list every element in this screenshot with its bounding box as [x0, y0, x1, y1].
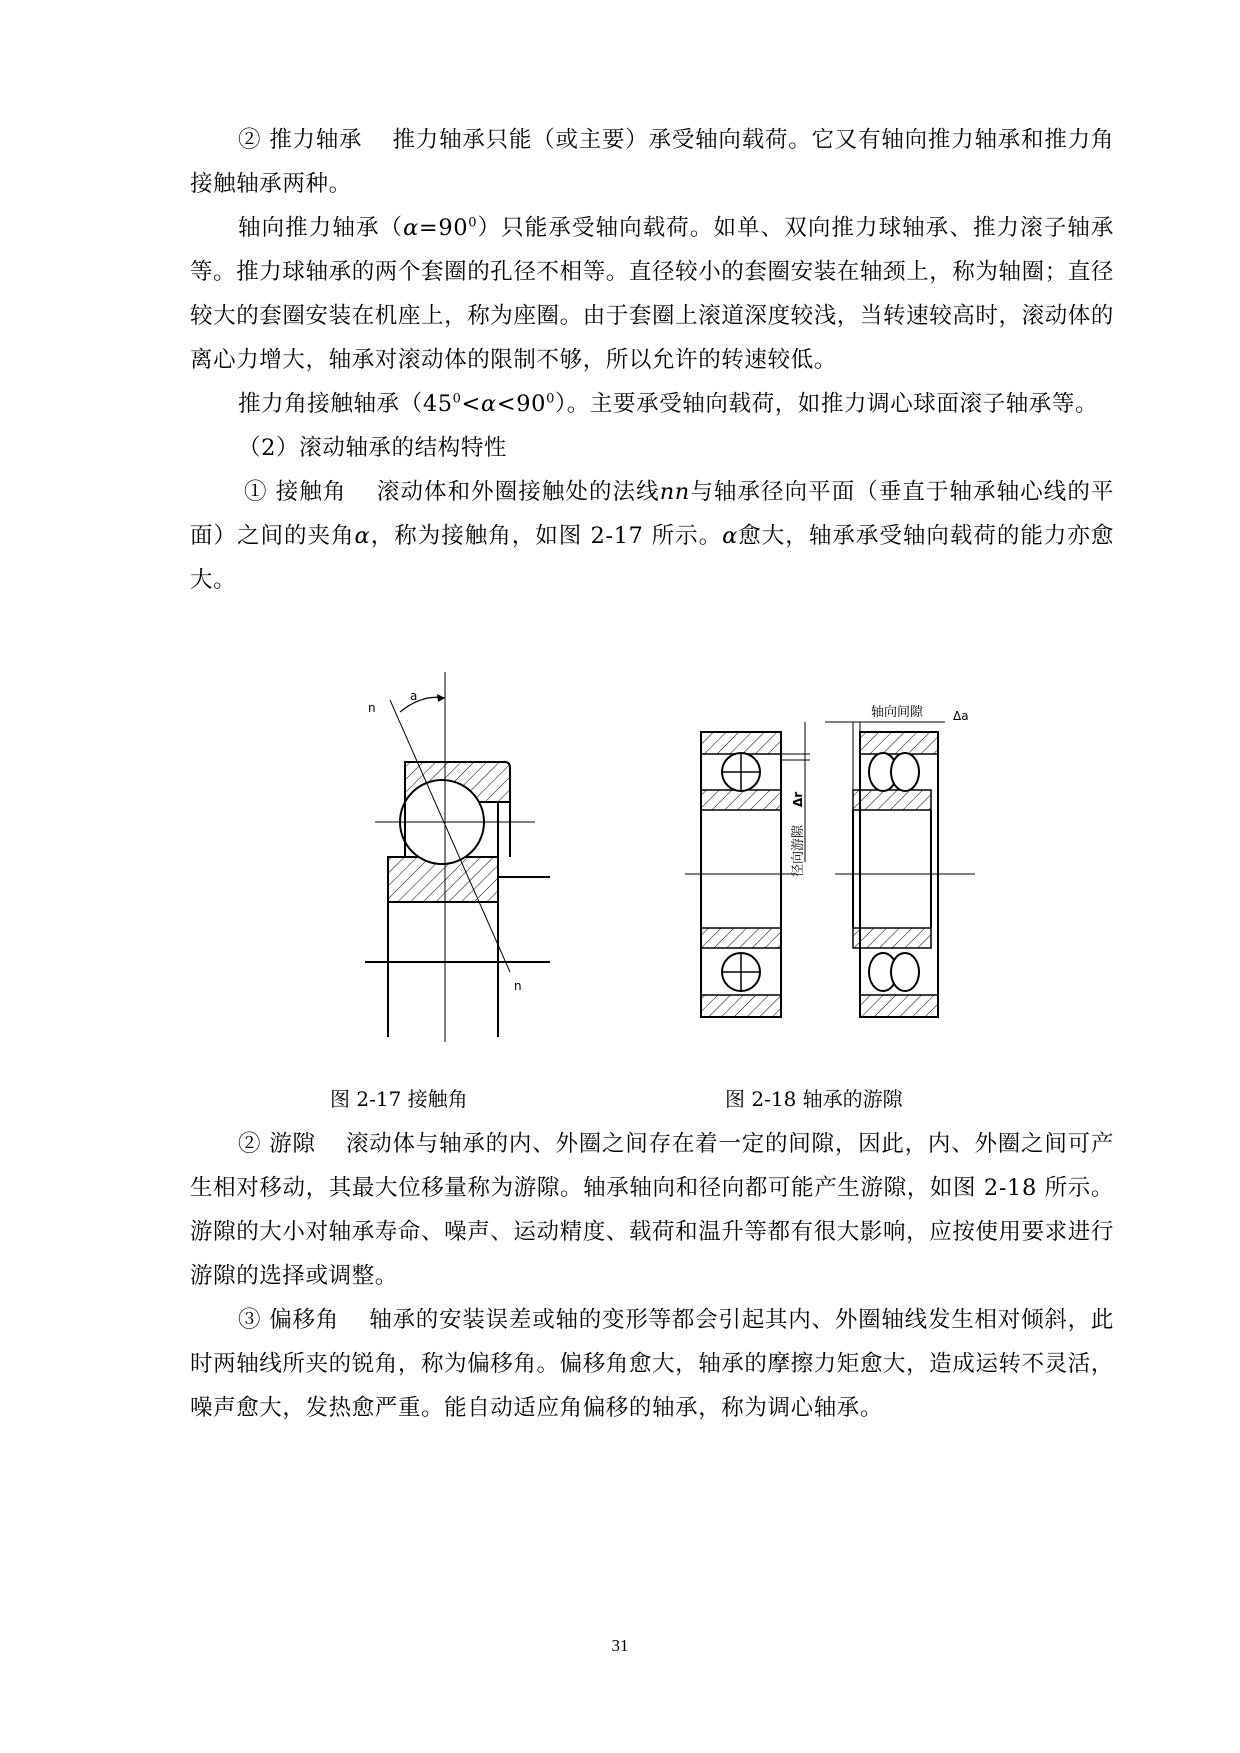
- label-n-top: n: [368, 701, 376, 715]
- alpha-symbol: α: [354, 523, 371, 549]
- paragraph-body: 轴承的安装误差或轴的变形等都会引起其内、外圈轴线发生相对倾斜，此时两轴线所夹的锐角，称为偏移角。偏移角愈大，轴承的摩擦力矩愈大，造成运转不灵活，噪声愈大，发热愈严重。能自动适应角偏移的轴承，称为调心轴承。: [190, 1307, 1115, 1421]
- paragraph-text: ，称为接触角，如图 2-17 所示。: [370, 523, 723, 549]
- angle-value: 45: [422, 391, 453, 417]
- paragraph-misalignment: [190, 1298, 1114, 1430]
- paragraph-clearance: [190, 1122, 1114, 1298]
- lower-text: [190, 1122, 1114, 1430]
- figure-contact-angle: [360, 672, 560, 1042]
- paragraph-text: 推力角接触轴承（: [238, 391, 423, 417]
- label-angle-a: a: [410, 689, 418, 703]
- figures-area: [0, 672, 1240, 1112]
- paragraph-body: 推力轴承只能（或主要）承受轴向载荷。它又有轴向推力轴承和推力角接触轴承两种。: [190, 127, 1114, 197]
- degree-sup: 0: [468, 215, 478, 231]
- section-heading: （2）滚动轴承的结构特性: [238, 435, 508, 461]
- less-than: <: [461, 391, 481, 417]
- paragraph-body: 滚动体与轴承的内、外圈之间存在着一定的间隙，因此，内、外圈之间可产生相对移动，其最大位移量称为游隙。轴承轴向和径向都可能产生游隙，如图 2-18 所示。游隙的大小对轴承寿命、噪声、运动精度、载荷和温升等都有很大影响，应按使用要求进行游隙的选择或调整。: [190, 1131, 1115, 1289]
- item-heading: ② 推力轴承: [238, 127, 363, 153]
- label-delta-a: Δa: [953, 709, 969, 723]
- normal-line-label: nn: [659, 479, 690, 505]
- page-number: 31: [611, 1636, 629, 1655]
- paragraph-text: 与轴承径向平面（垂直于轴承轴心线的平面）之间的夹角: [190, 479, 1114, 549]
- label-n-bottom: n: [514, 979, 522, 993]
- label-axial-clearance: 轴向间隙: [871, 705, 924, 720]
- label-radial-clearance: 径向游隙: [791, 824, 806, 877]
- paragraph-text: ）只能承受轴向载荷。如单、双向推力球轴承、推力滚子轴承等。推力球轴承的两个套圈的孔径不相等。直径较小的套圈安装在轴颈上，称为轴圈；直径较大的套圈安装在机座上，称为座圈。由于套圈上滚道深度较浅，当转速较高时，滚动体的离心力增大，轴承对滚动体的限制不够，所以允许的转速较低。: [190, 215, 1115, 373]
- item-heading: ① 接触角: [244, 479, 347, 505]
- alpha-symbol: α: [403, 215, 419, 241]
- angle-value: =90: [418, 215, 469, 241]
- angle-value: 90: [516, 391, 547, 417]
- upper-text: [190, 118, 1114, 602]
- item-heading: ② 游隙: [238, 1131, 316, 1157]
- degree-sup: 0: [546, 391, 555, 407]
- caption-figure-2-17: 图 2-17 接触角: [330, 1087, 468, 1111]
- degree-sup: 0: [452, 391, 462, 407]
- item-heading: ③ 偏移角: [238, 1307, 340, 1333]
- paragraph-text: 愈大，轴承承受轴向载荷的能力亦愈大。: [190, 523, 1114, 593]
- caption-figure-2-18: 图 2-18 轴承的游隙: [725, 1087, 903, 1111]
- paragraph-text: 滚动体和外圈接触处的法线: [376, 479, 660, 505]
- paragraph-contact-angle: [190, 470, 1114, 602]
- alpha-symbol: α: [722, 523, 738, 549]
- figure-bearing-clearance: [685, 705, 995, 1042]
- less-than: <: [496, 391, 517, 417]
- paragraph-text: ）。主要承受轴向载荷，如推力调心球面滚子轴承等。: [554, 391, 1099, 417]
- paragraph-text: 轴向推力轴承（: [238, 215, 404, 241]
- paragraph-thrust-bearing: [190, 118, 1114, 206]
- paragraph-axial-thrust: [190, 206, 1114, 382]
- label-delta-r: Δr: [791, 791, 805, 807]
- alpha-symbol: α: [480, 391, 497, 417]
- paragraph-angular-thrust: [190, 382, 1114, 426]
